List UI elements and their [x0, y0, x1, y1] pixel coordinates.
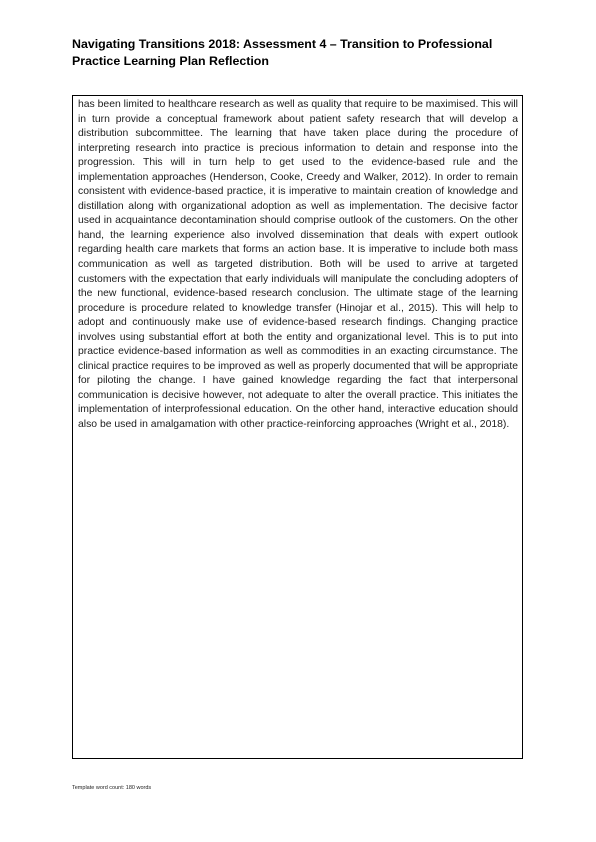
- reflection-text-box: [72, 95, 523, 759]
- word-count-note: Template word count: 180 words: [72, 785, 152, 791]
- reflection-paragraph: has been limited to healthcare research as well as quality that require to be maximised. This will in turn provide a conceptual framework about patient safety research that will develop a distribution subcommittee. The learning that have taken place during the procedure of interpreting research into practice is precious information to detain and response into the progression. This will in turn help to get used to the evidence-based rule and the implementation approaches (Henderson, Cooke, Creedy and Walker, 2012). In order to remain consistent with evidence-based practice, it is imperative to maintain creation of knowledge and distillation along with organizational adoption as well as implementation. The decisive factor used in acquaintance decontamination should comprise outlook of the customers. On the other hand, the learning experience also involved dissemination that deals with expert outlook regarding health care markets that forms an action base. It is imperative to include both mass communication as well as targeted distribution. Both will be used to arrive at targeted customers with the expectation that early individuals will manipulate the concluding adopters of the new functional, evidence-based research conclusion. The ultimate stage of the learning procedure is procedure related to knowledge transfer (Hinojar et al., 2015). This will help to adopt and continuously make use of evidence-based research findings. Changing practice involves using substantial effort at both the entity and organizational level. This is to put into practice evidence-based information as well as commodities in an exacting circumstance. The clinical practice requires to be improved as well as properly documented that will be appropriate for piloting the change. I have gained knowledge regarding the fact that interpersonal communication is decisive however, not adequate to alter the overall practice. This initiates the implementation of interprofessional education. On the other hand, interactive education should also be used in amalgamation with other practice-reinforcing approaches (Wright et al., 2018).: [78, 99, 518, 431]
- document-title: Navigating Transitions 2018: Assessment 4 – Transition to Professional Practice Learning Plan Reflection: [72, 37, 493, 68]
